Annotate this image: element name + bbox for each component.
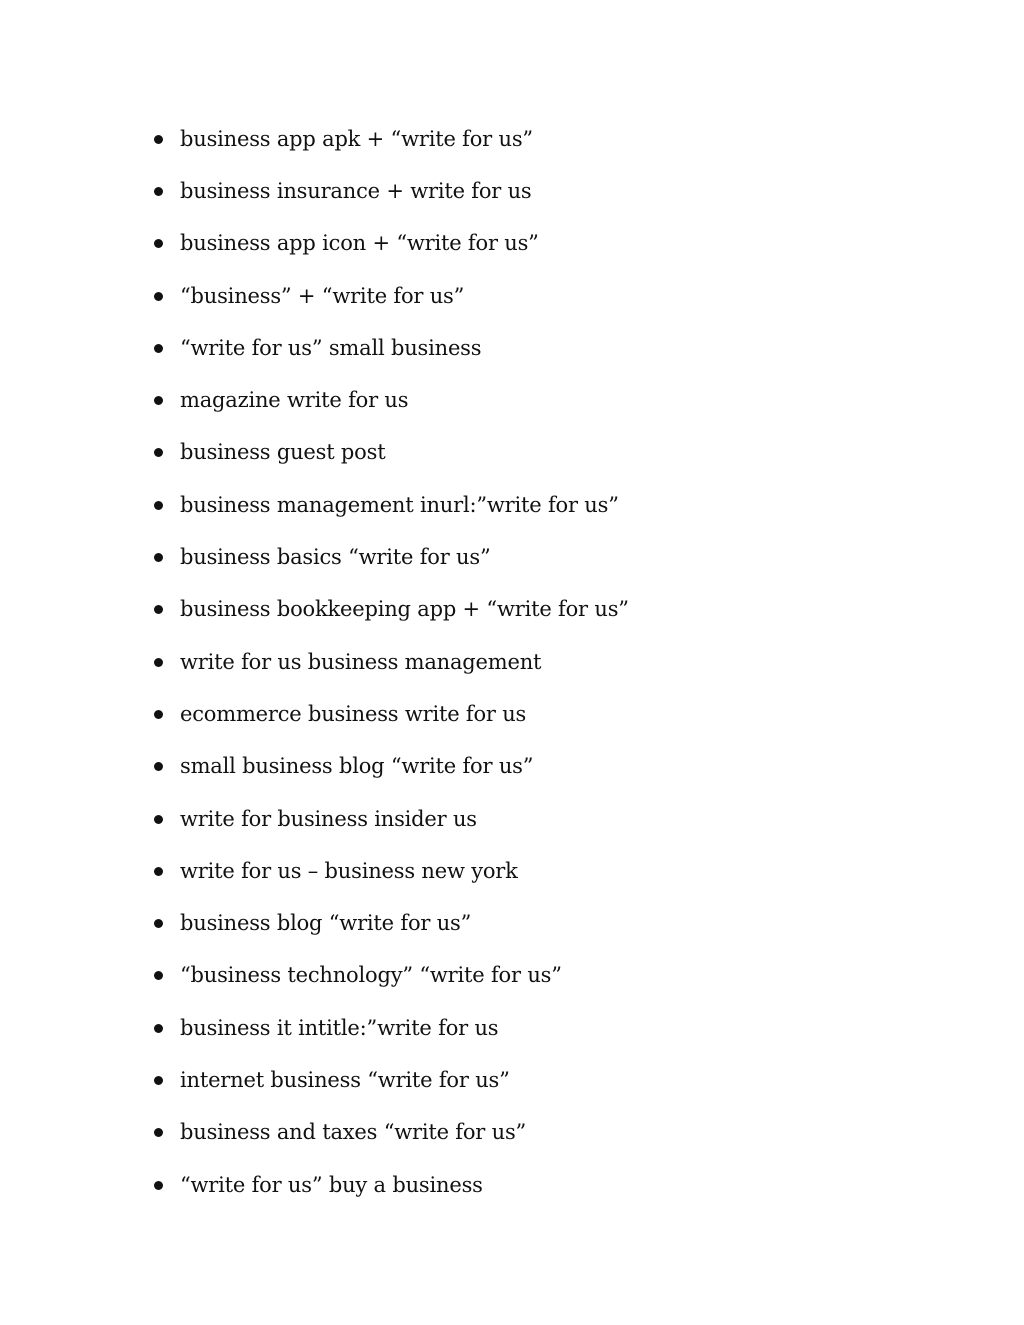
bullet-icon [154, 815, 163, 824]
list-item-text: business app apk + “write for us” [180, 126, 533, 151]
bullet-icon [154, 1181, 163, 1190]
list-item [150, 897, 950, 949]
list-item [150, 322, 950, 374]
list-item-text: business management inurl:”write for us” [180, 492, 619, 517]
list-item-text: business insurance + write for us [180, 178, 532, 203]
bullet-icon [154, 501, 163, 510]
bullet-icon [154, 762, 163, 771]
list-item [150, 584, 950, 636]
keyword-bullet-list [150, 113, 950, 1211]
list-item-text: “business” + “write for us” [180, 283, 465, 308]
bullet-icon [154, 448, 163, 457]
bullet-icon [154, 605, 163, 614]
bullet-icon [154, 553, 163, 562]
bullet-icon [154, 135, 163, 144]
bullet-icon [154, 1024, 163, 1033]
list-item-text: business blog “write for us” [180, 911, 472, 936]
list-item-text: ecommerce business write for us [180, 701, 527, 726]
list-item-text: business it intitle:”write for us [180, 1015, 499, 1040]
bullet-icon [154, 396, 163, 405]
list-item-text: “write for us” buy a business [180, 1172, 483, 1197]
bullet-icon [154, 344, 163, 353]
list-item [150, 741, 950, 793]
list-item-text: “business technology” “write for us” [180, 963, 562, 988]
bullet-icon [154, 710, 163, 719]
list-item [150, 793, 950, 845]
list-item-text: business basics “write for us” [180, 545, 491, 570]
list-item [150, 218, 950, 270]
list-item [150, 1054, 950, 1106]
bullet-icon [154, 971, 163, 980]
bullet-icon [154, 187, 163, 196]
list-item-text: write for us – business new york [180, 858, 518, 883]
list-item [150, 1107, 950, 1159]
bullet-icon [154, 1076, 163, 1085]
list-item [150, 374, 950, 426]
list-item-text: business guest post [180, 440, 386, 465]
list-item-text: business bookkeeping app + “write for us” [180, 597, 629, 622]
list-item [150, 531, 950, 583]
list-item [150, 270, 950, 322]
list-item-text: business app icon + “write for us” [180, 231, 539, 256]
bullet-icon [154, 919, 163, 928]
list-item-text: “write for us” small business [180, 335, 482, 360]
list-item-text: small business blog “write for us” [180, 754, 534, 779]
list-item [150, 479, 950, 531]
list-item [150, 845, 950, 897]
list-item-text: magazine write for us [180, 388, 409, 413]
list-item-text: write for business insider us [180, 806, 477, 831]
bullet-icon [154, 867, 163, 876]
bullet-icon [154, 239, 163, 248]
list-item-text: write for us business management [180, 649, 542, 674]
list-item-text: internet business “write for us” [180, 1067, 510, 1092]
bullet-icon [154, 658, 163, 667]
bullet-icon [154, 292, 163, 301]
list-item [150, 113, 950, 165]
list-item [150, 165, 950, 217]
list-item [150, 950, 950, 1002]
list-item [150, 688, 950, 740]
list-item [150, 636, 950, 688]
bullet-icon [154, 1128, 163, 1137]
list-item [150, 1159, 950, 1211]
list-item-text: business and taxes “write for us” [180, 1120, 527, 1145]
list-item [150, 427, 950, 479]
list-item [150, 1002, 950, 1054]
